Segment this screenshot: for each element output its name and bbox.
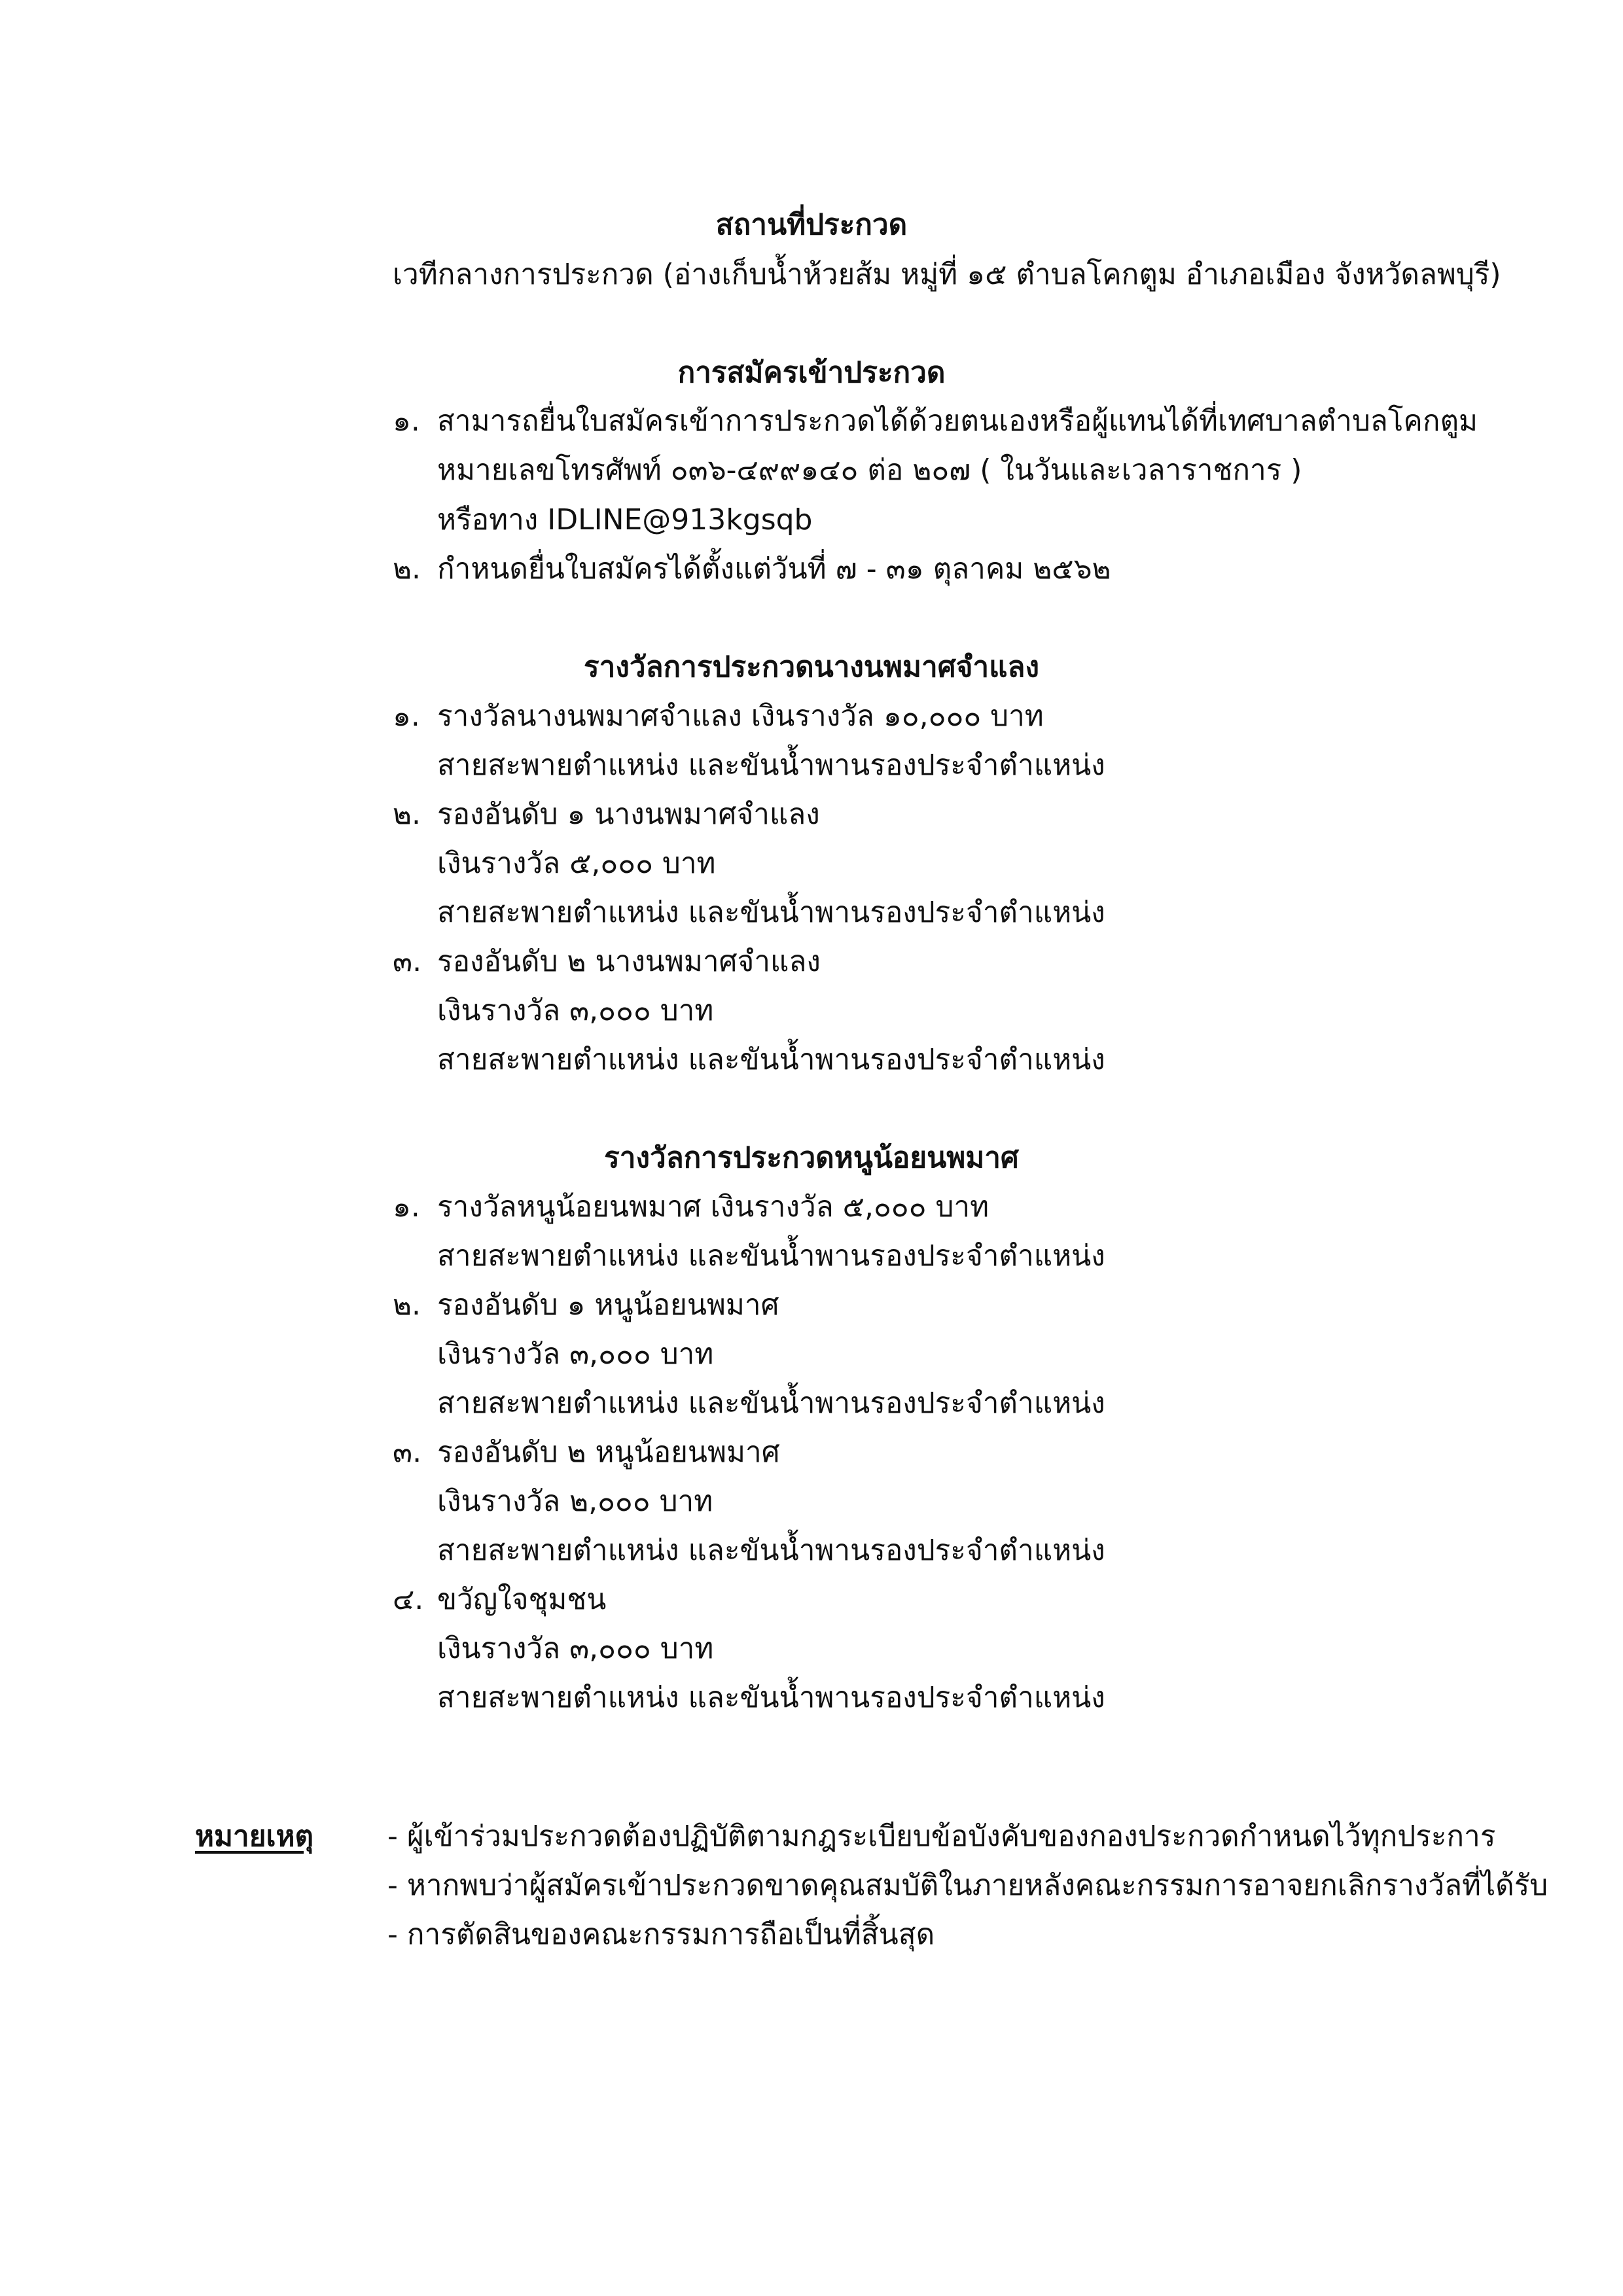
kid-award-4-number: ๔. <box>393 1583 424 1616</box>
miss-award-2-line-1: รองอันดับ ๑ นางนพมาศจำแลง <box>437 798 820 831</box>
kid-award-2-line-2: เงินรางวัล ๓,๐๐๐ บาท <box>437 1337 714 1371</box>
kid-award-2-line-1: รองอันดับ ๑ หนูน้อยนพมาศ <box>437 1288 779 1322</box>
miss-award-3-line-2: เงินรางวัล ๓,๐๐๐ บาท <box>437 994 714 1027</box>
kid-award-2-number: ๒. <box>393 1288 421 1322</box>
remark-line-1: - ผู้เข้าร่วมประกวดต้องปฏิบัติตามกฎระเบียบข้อบังคับของกองประกวดกำหนดไว้ทุกประการ <box>387 1820 1496 1853</box>
registration-item-1-number: ๑. <box>393 404 420 438</box>
registration-item-2-number: ๒. <box>393 552 421 586</box>
kid-awards-heading: รางวัลการประกวดหนูน้อยนพมาศ <box>604 1141 1019 1174</box>
miss-award-3-number: ๓. <box>393 945 422 978</box>
kid-award-4-line-2: เงินรางวัล ๓,๐๐๐ บาท <box>437 1632 714 1665</box>
kid-award-1-number: ๑. <box>393 1190 420 1224</box>
kid-award-3-number: ๓. <box>393 1436 422 1469</box>
kid-award-3-line-2: เงินรางวัล ๒,๐๐๐ บาท <box>437 1485 713 1518</box>
registration-heading: การสมัครเข้าประกวด <box>677 356 946 389</box>
registration-item-1-line-3: หรือทาง IDLINE@913kgsqb <box>437 503 813 537</box>
venue-text: เวทีกลางการประกวด (อ่างเก็บน้ำห้วยส้ม หมู่ที่ ๑๕ ตำบลโคกตูม อำเภอเมือง จังหวัดลพบุรี) <box>393 258 1501 291</box>
registration-item-2-line-1: กำหนดยื่นใบสมัครได้ตั้งแต่วันที่ ๗ - ๓๑ ตุลาคม ๒๕๖๒ <box>437 552 1111 586</box>
miss-award-1-line-2: สายสะพายตำแหน่ง และขันน้ำพานรองประจำตำแหน่ง <box>437 749 1105 782</box>
remark-line-3: - การตัดสินของคณะกรรมการถือเป็นที่สิ้นสุด <box>387 1918 935 1951</box>
miss-award-2-line-3: สายสะพายตำแหน่ง และขันน้ำพานรองประจำตำแหน่ง <box>437 896 1105 929</box>
kid-award-1-line-2: สายสะพายตำแหน่ง และขันน้ำพานรองประจำตำแหน่ง <box>437 1239 1105 1273</box>
kid-award-4-line-3: สายสะพายตำแหน่ง และขันน้ำพานรองประจำตำแหน่ง <box>437 1681 1105 1714</box>
miss-award-2-number: ๒. <box>393 798 421 831</box>
miss-award-3-line-3: สายสะพายตำแหน่ง และขันน้ำพานรองประจำตำแหน่ง <box>437 1043 1105 1076</box>
kid-award-4-line-1: ขวัญใจชุมชน <box>437 1583 607 1616</box>
kid-award-2-line-3: สายสะพายตำแหน่ง และขันน้ำพานรองประจำตำแหน่ง <box>437 1386 1105 1420</box>
miss-awards-heading: รางวัลการประกวดนางนพมาศจำแลง <box>584 650 1039 684</box>
kid-award-3-line-3: สายสะพายตำแหน่ง และขันน้ำพานรองประจำตำแหน่ง <box>437 1534 1105 1567</box>
miss-award-1-line-1: รางวัลนางนพมาศจำแลง เงินรางวัล ๑๐,๐๐๐ บาท <box>437 699 1044 733</box>
remark-line-2: - หากพบว่าผู้สมัครเข้าประกวดขาดคุณสมบัติในภายหลังคณะกรรมการอาจยกเลิกรางวัลที่ได้รับ <box>387 1869 1548 1902</box>
venue-heading: สถานที่ประกวด <box>715 208 908 241</box>
kid-award-1-line-1: รางวัลหนูน้อยนพมาศ เงินรางวัล ๕,๐๐๐ บาท <box>437 1190 990 1224</box>
registration-item-1-line-2: หมายเลขโทรศัพท์ ๐๓๖-๔๙๙๑๔๐ ต่อ ๒๐๗ ( ในวันและเวลาราชการ ) <box>437 453 1302 487</box>
registration-item-1-line-1: สามารถยื่นใบสมัครเข้าการประกวดได้ด้วยตนเองหรือผู้แทนได้ที่เทศบาลตำบลโคกตูม <box>437 404 1478 438</box>
remarks-label: หมายเหตุ <box>195 1820 314 1853</box>
kid-award-3-line-1: รองอันดับ ๒ หนูน้อยนพมาศ <box>437 1436 780 1469</box>
miss-award-3-line-1: รองอันดับ ๒ นางนพมาศจำแลง <box>437 945 821 978</box>
miss-award-2-line-2: เงินรางวัล ๕,๐๐๐ บาท <box>437 847 716 880</box>
miss-award-1-number: ๑. <box>393 699 420 733</box>
